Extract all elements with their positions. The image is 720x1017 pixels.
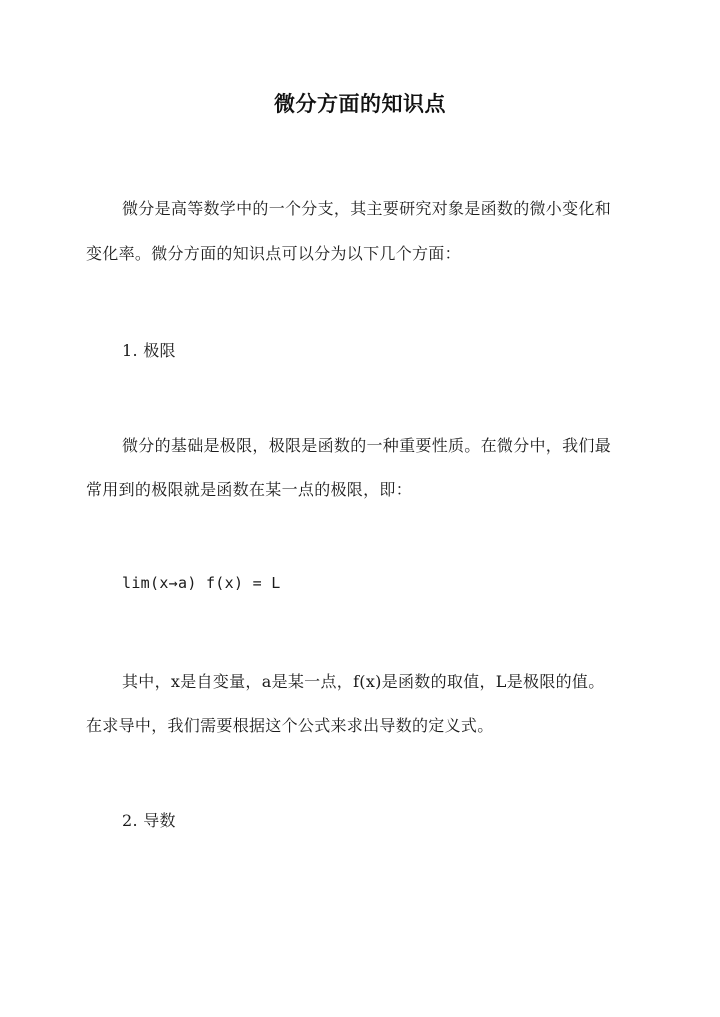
limits-paragraph-line-2: 常用到的极限就是函数在某一点的极限，即： [86,480,413,499]
intro-paragraph-line-2: 变化率。微分方面的知识点可以分为以下几个方面： [86,244,461,263]
explanation-paragraph-line-2: 在求导中，我们需要根据这个公式来求出导数的定义式。 [86,716,494,735]
intro-paragraph-line-1: 微分是高等数学中的一个分支，其主要研究对象是函数的微小变化和 [122,199,612,218]
section-heading-derivative: 2. 导数 [122,811,176,830]
document-title: 微分方面的知识点 [274,91,446,116]
limits-paragraph-line-1: 微分的基础是极限，极限是函数的一种重要性质。在微分中，我们最 [122,436,612,455]
explanation-paragraph-line-1: 其中，x是自变量，a是某一点，f(x)是函数的取值，L是极限的值。 [122,672,605,691]
limit-formula: lim(x→a) f(x) = L [122,574,281,592]
section-heading-limits: 1. 极限 [122,341,176,360]
